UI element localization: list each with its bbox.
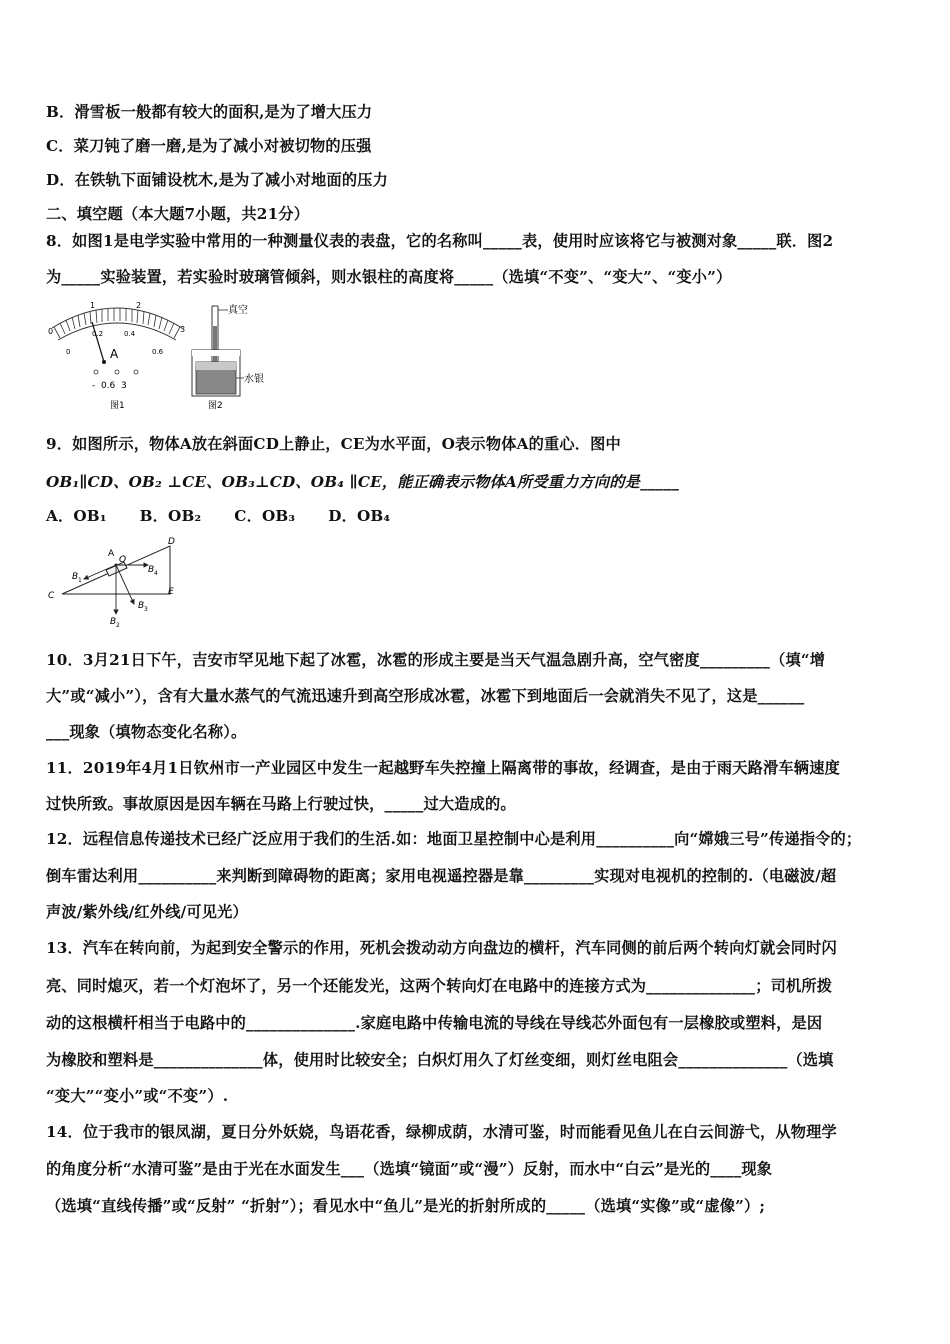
fig1-unit: A <box>110 347 119 361</box>
fig3-sub-3: 3 <box>144 606 148 613</box>
q13-line1: 13．汽车在转向前，为起到安全警示的作用，死机会拨动动方向盘边的横杆，汽车同侧的前后两个转向灯就会同时闪 <box>46 939 837 957</box>
q14-line2: 的角度分析“水清可鉴”是由于光在水面发生___（选填“镜面”或“漫”）反射，而水中“白云”是光的____现象 <box>46 1160 773 1178</box>
fig1-inner-02: 0.2 <box>92 330 104 338</box>
q13-line5: “变大”“变小”或“不变”）. <box>46 1087 229 1105</box>
fig1-scale-2: 2 <box>136 301 142 310</box>
fig3-label-b2: B <box>110 617 117 627</box>
fig3-label-a: A <box>108 549 115 559</box>
fig1-scale-right: 3 <box>180 325 186 334</box>
q9-line1: 9．如图所示，物体A放在斜面CD上静止，CE为水平面，O表示物体A的重心．图中 <box>46 435 621 453</box>
fig3-label-b1: B <box>72 572 79 582</box>
q14-line1: 14．位于我市的银凤湖，夏日分外妖娆，鸟语花香，绿柳成荫，水清可鉴，时而能看见鱼儿在白云间游弋，从物理学 <box>46 1123 837 1141</box>
q8-line2: 为_____实验装置，若实验时玻璃管倾斜，则水银柱的高度将_____（选填“不变”、“变大”、“变小”） <box>46 268 732 286</box>
fig1-terminals: - 0.6 3 <box>92 381 127 391</box>
q9-options: A．OB₁ B．OB₂ C．OB₃ D．OB₄ <box>46 507 391 525</box>
figure-2-torricelli <box>188 296 278 414</box>
option-b-line: B．滑雪板一般都有较大的面积,是为了增大压力 <box>46 103 373 121</box>
option-d-line: D．在铁轨下面铺设枕木,是为了减小对地面的压力 <box>46 171 388 189</box>
fig1-inner-06: 0.6 <box>152 348 164 356</box>
fig1-scale-1: 1 <box>90 301 96 310</box>
fig3-label-b3: B <box>138 601 145 611</box>
fig3-sub-4: 4 <box>154 570 158 577</box>
fig1-inner-0: 0 <box>66 348 71 356</box>
fig3-sub-1: 1 <box>78 577 82 584</box>
fig1-scale-left: 0 <box>48 327 54 336</box>
section-heading: 二、填空题（本大题7小题，共21分） <box>46 205 310 223</box>
q10-line1: 10．3月21日下午，吉安市罕见地下起了冰雹，冰雹的形成主要是当天气温急剧升高，空气密度_________（填“增 <box>46 651 826 669</box>
fig3-label-e: E <box>168 587 174 597</box>
q13-line4: 为橡胶和塑料是______________体，使用时比较安全；白炽灯用久了灯丝变细，则灯丝电阻会______________（选填 <box>46 1051 834 1069</box>
q12-line3: 声波/紫外线/红外线/可见光） <box>46 903 248 921</box>
fig2-vacuum-label: 真空 <box>228 305 248 316</box>
fig3-label-d: D <box>168 537 175 547</box>
option-c-line: C．菜刀钝了磨一磨,是为了减小对被切物的压强 <box>46 137 372 155</box>
fig2-caption: 图2 <box>208 401 223 411</box>
q13-line2: 亮、同时熄灭，若一个灯泡坏了，另一个还能发光，这两个转向灯在电路中的连接方式为______________；司机所拨 <box>46 977 833 995</box>
q11-line1: 11．2019年4月1日钦州市一产业园区中发生一起越野车失控撞上隔离带的事故，经调查，是由于雨天路滑车辆速度 <box>46 759 840 777</box>
q8-line1: 8．如图1是电学实验中常用的一种测量仪表的表盘，它的名称叫_____表，使用时应该将它与被测对象_____联．图2 <box>46 232 834 250</box>
q10-line3: ___现象（填物态变化名称）。 <box>46 723 247 741</box>
fig3-label-o: O <box>119 555 127 565</box>
figure-1-ammeter <box>44 296 190 414</box>
fig3-label-c: C <box>48 591 55 601</box>
figure-3-incline <box>44 532 194 628</box>
q10-line2: 大”或“减小”），含有大量水蒸气的气流迅速升到高空形成冰雹，冰雹下到地面后一会就消失不见了，这是______ <box>46 687 805 705</box>
fig1-inner-04: 0.4 <box>124 330 136 338</box>
fig3-label-b4: B <box>148 565 155 575</box>
q14-line3: （选填“直线传播”或“反射” “折射”）；看见水中“鱼儿”是光的折射所成的_____（选填“实像”或“虚像”）; <box>46 1197 766 1215</box>
fig1-caption: 图1 <box>110 401 125 411</box>
q13-line3: 动的这根横杆相当于电路中的______________.家庭电路中传输电流的导线在导线芯外面包有一层橡胶或塑料，是因 <box>46 1014 823 1032</box>
q11-line2: 过快所致。事故原因是因车辆在马路上行驶过快，_____过大造成的。 <box>46 795 516 813</box>
q9-line2: OB₁∥CD、OB₂ ⊥CE、OB₃⊥CD、OB₄ ∥CE，能正确表示物体A所受重力方向的是_____ <box>46 473 680 491</box>
q12-line1: 12．远程信息传递技术已经广泛应用于我们的生活.如：地面卫星控制中心是利用__________向“嫦娥三号”传递指令的； <box>46 830 862 848</box>
fig3-sub-2: 2 <box>116 622 120 628</box>
q12-line2: 倒车雷达利用__________来判断到障碍物的距离；家用电视遥控器是靠_________实现对电视机的控制的.（电磁波/超 <box>46 867 837 885</box>
fig2-mercury-label: 水银 <box>244 374 264 385</box>
